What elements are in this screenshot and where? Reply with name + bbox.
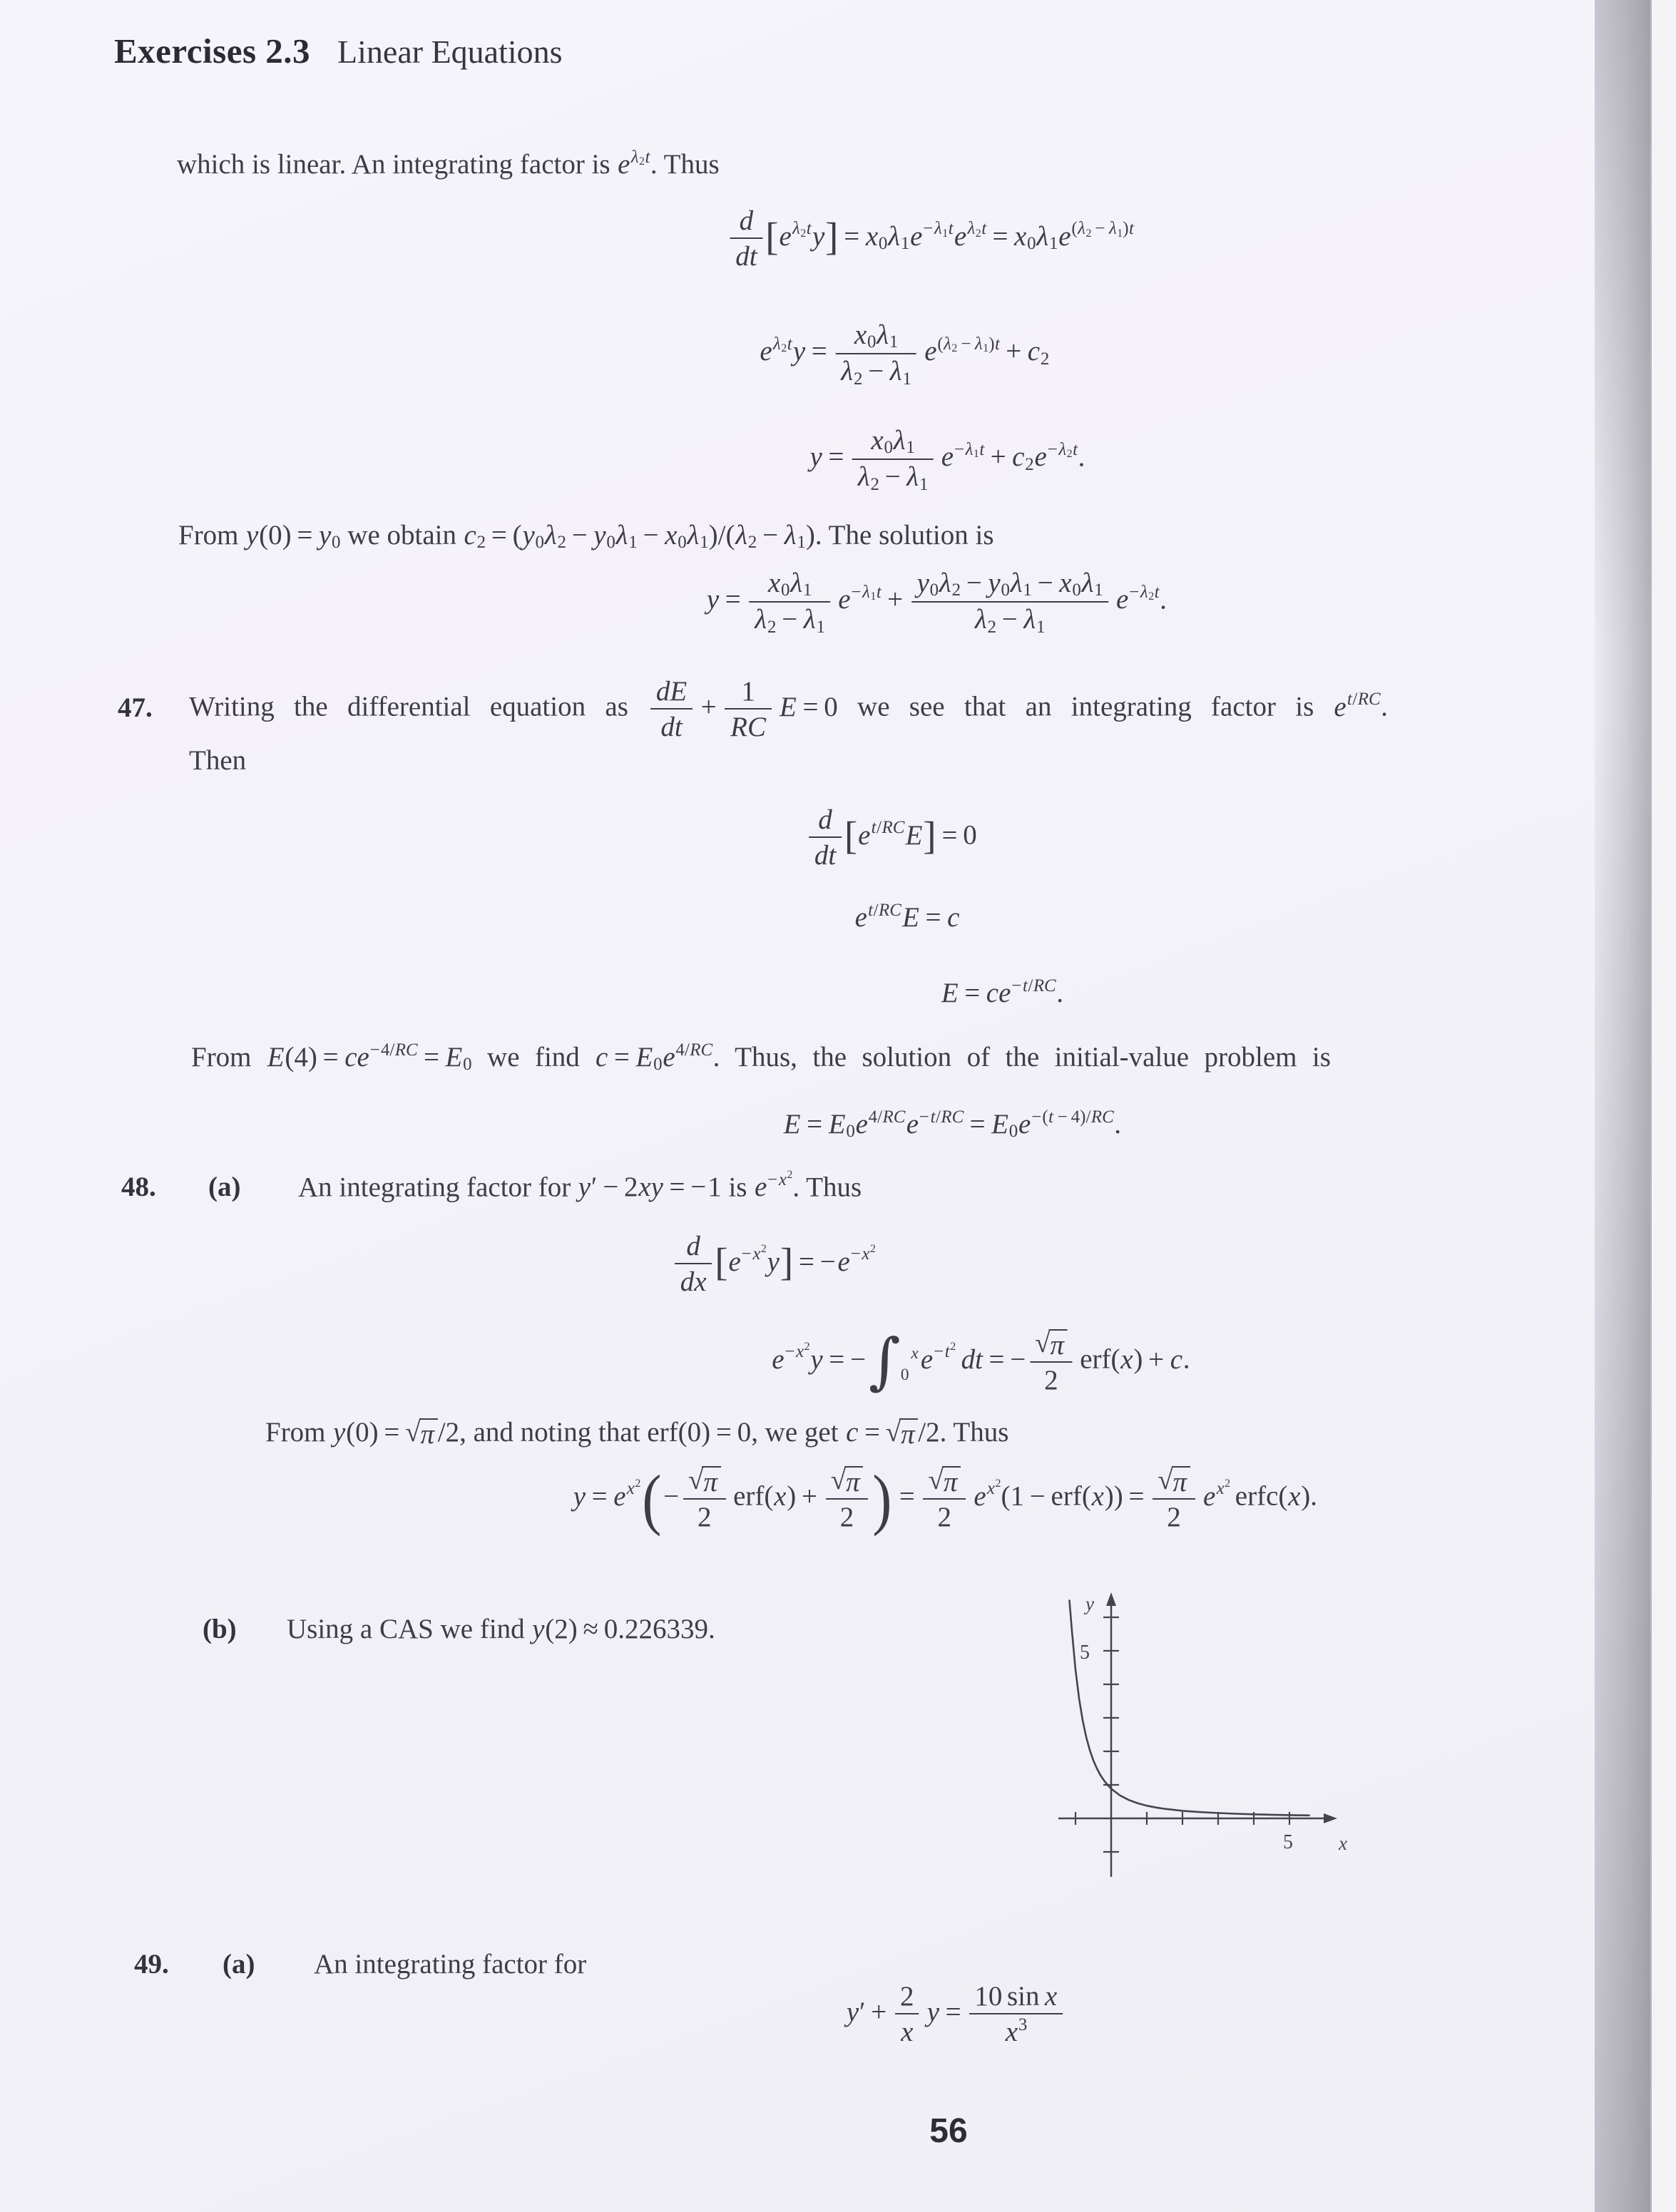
section-title: Linear Equations [337,34,563,70]
equation-46-2: eλ2ty = $\frac{x0\lambda 1}{\lambda 2 - \lambda 1}$ e(λ2 − λ1)t + c2 [760,319,1050,389]
equation-48-1: $\frac{d}{dx}$ [e−x2y] = −e−x2 [672,1231,876,1297]
equation-48-2: e−x2y = − ∫ x 0 e−t2 dt = − √ π 2 erf(x) + c. [772,1326,1190,1398]
page-header [114,29,563,74]
x-tick-label: 5 [1283,1831,1293,1853]
paragraph-48a-lead: An integrating factor for y′ − 2xy = −1 is e−x2. Thus [298,1169,862,1203]
paragraph-47-lead: Writing the differential equation as $\frac{dE}{dt}$ + $\frac{1}{RC}$ E = 0 we see that an integrating factor is et/RC. [189,676,1388,742]
paragraph-49a-lead: An integrating factor for [314,1949,587,1980]
paragraph-47-then: Then [189,745,247,776]
equation-46-3: y = $\frac{x0\lambda 1}{\lambda 2 - \lambda 1}$ e−λ1t + c2e−λ2t. [809,425,1085,494]
equation-46-4: y = $\frac{x0\lambda 1}{\lambda 2 - \lambda 1}$ e−λ1t + $\frac{y0\lambda 2 - y0\lambda 1 - x0\lambda 1}{\lambda 2 - \lambda 1}$ e−λ2t. [706,568,1167,637]
paragraph-48a-mid: From y(0) = √ π /2, and noting that erf(0) = 0, we get c = √ π /2. Thus [265,1417,1009,1450]
part-label-48a: (a) [208,1172,241,1202]
page-edge-strip [1650,0,1676,2212]
x-axis-arrow [1324,1813,1337,1823]
paragraph-46-solution: From y(0) = y0 we obtain c2 = (y0λ2 − y0λ1 − x0λ1)/(λ2 − λ1). The solution is [178,520,994,553]
equation-46-1: $\frac{d}{dt}$ [eλ2ty] = x0λ1e−λ1teλ2t = x0λ1e(λ2 − λ1)t [727,205,1135,272]
equation-47-4: E = E0e4/RCe−t/RC = E0e−(t − 4)/RC. [783,1107,1121,1142]
page-edge-shadow [1595,0,1650,2212]
section-heading: Exercises 2.3 [114,31,311,71]
solution-graph [1053,1584,1359,1902]
solution-curve [1070,1601,1309,1816]
part-label-49a: (a) [223,1949,255,1980]
problem-number-48: 48. [121,1172,156,1202]
page-number: 56 [929,2112,968,2150]
equation-47-3: E = ce−t/RC. [941,976,1063,1008]
paragraph-48b: Using a CAS we find y(2) ≈ 0.226339. [287,1614,715,1644]
problem-number-47: 47. [118,692,153,723]
equation-47-1: $\frac{d}{dt}$ [et/RCE] = 0 [806,804,977,871]
x-axis-label: x [1339,1833,1347,1854]
paragraph-intro: which is linear. An integrating factor is eλ2t. Thus [177,147,720,180]
y-axis-arrow [1106,1592,1116,1606]
y-tick-label: 5 [1080,1642,1090,1664]
y-axis-label: y [1085,1593,1094,1614]
part-label-48b: (b) [203,1614,237,1644]
equation-49-1: y′ + $\frac{2}{x}$ y = $\frac{\text{10 sin x}}{x3}$ [846,1981,1066,2048]
equation-48-3: y = ex2(− √ π 2 erf(x) + √ π 2 ) = √ π 2 ex2(1 − erf(x)) = √ π 2 ex2 erfc(x). [573,1460,1317,1537]
equation-47-2: et/RCE = c [854,900,960,933]
paragraph-47-end: From E(4) = ce−4/RC = E0 we find c = E0e4/RC. Thus, the solution of the initial-value problem is [191,1040,1331,1075]
problem-number-49: 49. [134,1949,169,1980]
